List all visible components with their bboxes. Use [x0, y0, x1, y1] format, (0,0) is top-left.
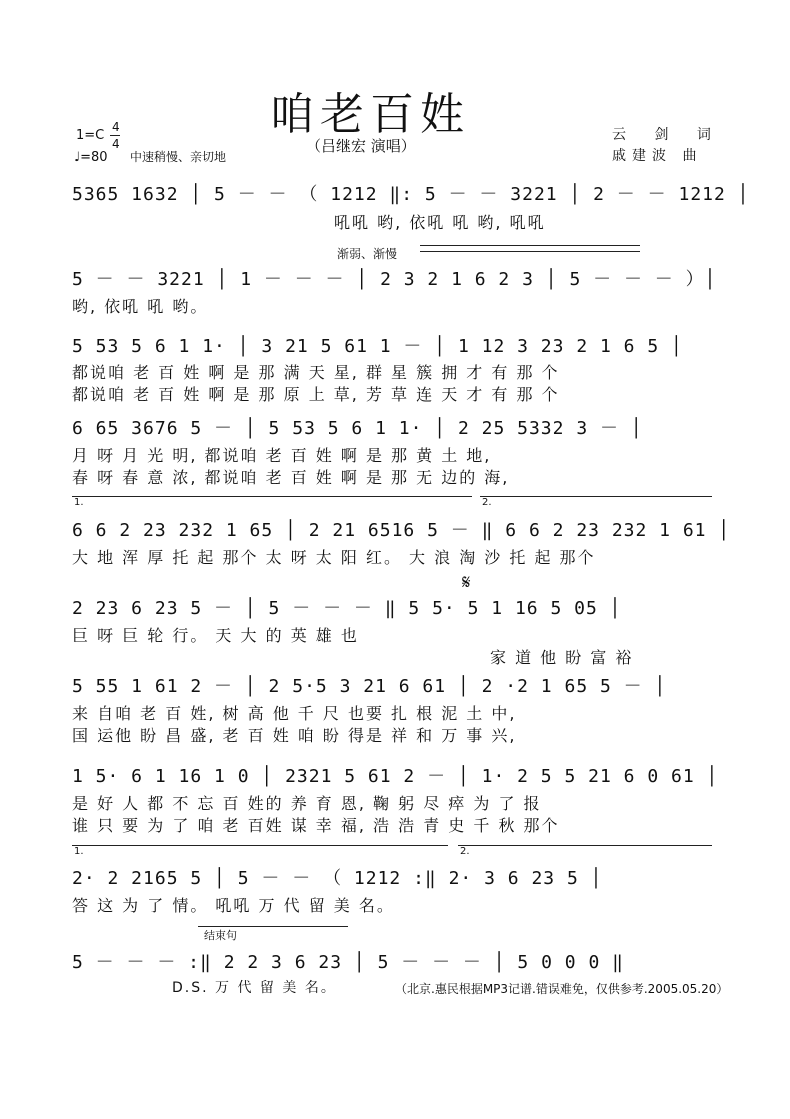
expression-marking: 中速稍慢、亲切地	[130, 150, 227, 164]
lyrics-row-5: 大 地 浑 厚 托 起 那个 太 呀 太 阳 红。 大 浪 淘 沙 托 起 那个	[72, 548, 596, 567]
notation-row-5: 6 6 2 23 232 1 65 │ 2 21 6516 5 － ‖ 6 6 2 23 232 1 61 │	[72, 520, 731, 541]
lyrics-row-6-verse-1: 巨 呀 巨 轮 行。 天 大 的 英 雄 也	[72, 626, 359, 645]
lyrics-row-2: 哟, 依吼 吼 哟。	[72, 297, 209, 316]
notation-row-10: 5 － － － :‖ 2 2 3 6 23 │ 5 － － － │ 5 0 0 0 ‖	[72, 952, 624, 973]
notation-row-2: 5 － － 3221 │ 1 － － － │ 2 3 2 1 6 2 3 │ 5 － － － ）│	[72, 269, 717, 290]
singer-credit: （吕继宏 演唱）	[306, 137, 416, 155]
volta-1-label: 1.	[74, 497, 84, 508]
key-signature: 1=C	[76, 128, 105, 143]
diminuendo-line-2	[420, 251, 640, 252]
dynamic-marking: 渐弱、渐慢	[337, 247, 398, 261]
time-signature-top: 4	[112, 120, 120, 134]
composer-credit: 戚建波 曲	[612, 148, 703, 164]
volta-1-bracket-2	[72, 845, 448, 846]
lyrics-row-7-verse-1: 来 自咱 老 百 姓, 树 高 他 千 尺 也要 扎 根 泥 土 中,	[72, 704, 517, 723]
notation-row-3: 5 53 5 6 1 1· │ 3 21 5 61 1 － │ 1 12 3 23 2 1 6 5 │	[72, 336, 683, 357]
transcription-note: （北京.惠民根据MP3记谱.错误难免，仅供参考.2005.05.20）	[395, 982, 729, 996]
lyrics-row-10: D.S. 万 代 留 美 名。	[172, 980, 337, 996]
time-signature-line	[110, 135, 120, 136]
notation-row-7: 5 55 1 61 2 － │ 2 5·5 3 21 6 61 │ 2 ·2 1 65 5 － │	[72, 676, 667, 697]
lyrics-row-6-verse-2: 家 道 他 盼 富 裕	[490, 648, 634, 667]
ending-mark: 结束句	[204, 929, 237, 942]
notation-row-8: 1 5· 6 1 16 1 0 │ 2321 5 61 2 － │ 1· 2 5 5 21 6 0 61 │	[72, 766, 719, 787]
volta-2-label-2: 2.	[460, 846, 470, 857]
lyrics-row-1: 吼吼 哟, 依吼 吼 哟, 吼吼	[334, 213, 546, 232]
volta-1-bracket	[72, 496, 472, 497]
lyrics-row-9: 答 这 为 了 情。 吼吼 万 代 留 美 名。	[72, 896, 395, 915]
volta-1-label-2: 1.	[74, 846, 84, 857]
volta-2-label: 2.	[482, 497, 492, 508]
lyrics-row-3-verse-1: 都说咱 老 百 姓 啊 是 那 满 天 星, 群 星 簇 拥 才 有 那 个	[72, 363, 560, 382]
ending-bracket	[198, 926, 348, 927]
diminuendo-line-1	[420, 245, 640, 246]
segno-sign: 𝄋	[462, 570, 471, 594]
song-title: 咱老百姓	[270, 89, 470, 140]
volta-2-bracket	[480, 496, 712, 497]
lyrics-row-8-verse-1: 是 好 人 都 不 忘 百 姓的 养 育 恩, 鞠 躬 尽 瘁 为 了 报	[72, 794, 542, 813]
time-signature-bottom: 4	[112, 137, 120, 151]
lyricist-credit: 云 剑 词	[612, 127, 723, 143]
lyrics-row-8-verse-2: 谁 只 要 为 了 咱 老 百姓 谋 幸 福, 浩 浩 青 史 千 秋 那个	[72, 816, 560, 835]
notation-row-6: 2 23 6 23 5 － │ 5 － － － ‖ 5 5· 5 1 16 5 05 │	[72, 598, 622, 619]
lyrics-row-7-verse-2: 国 运他 盼 昌 盛, 老 百 姓 咱 盼 得是 祥 和 万 事 兴,	[72, 726, 517, 745]
lyrics-row-4-verse-1: 月 呀 月 光 明, 都说咱 老 百 姓 啊 是 那 黄 土 地,	[72, 446, 492, 465]
lyrics-row-3-verse-2: 都说咱 老 百 姓 啊 是 那 原 上 草, 芳 草 连 天 才 有 那 个	[72, 385, 560, 404]
notation-row-4: 6 65 3676 5 － │ 5 53 5 6 1 1· │ 2 25 5332 3 － │	[72, 418, 643, 439]
lyrics-row-4-verse-2: 春 呀 春 意 浓, 都说咱 老 百 姓 啊 是 那 无 边的 海,	[72, 468, 510, 487]
notation-row-1: 5365 1632 │ 5 － － （ 1212 ‖: 5 － － 3221 │ 2 － － 1212 │	[72, 184, 750, 205]
tempo-marking: ♩=80	[74, 150, 108, 165]
volta-2-bracket-2	[458, 845, 712, 846]
notation-row-9: 2· 2 2165 5 │ 5 － － （ 1212 :‖ 2· 3 6 23 5 │	[72, 868, 603, 889]
